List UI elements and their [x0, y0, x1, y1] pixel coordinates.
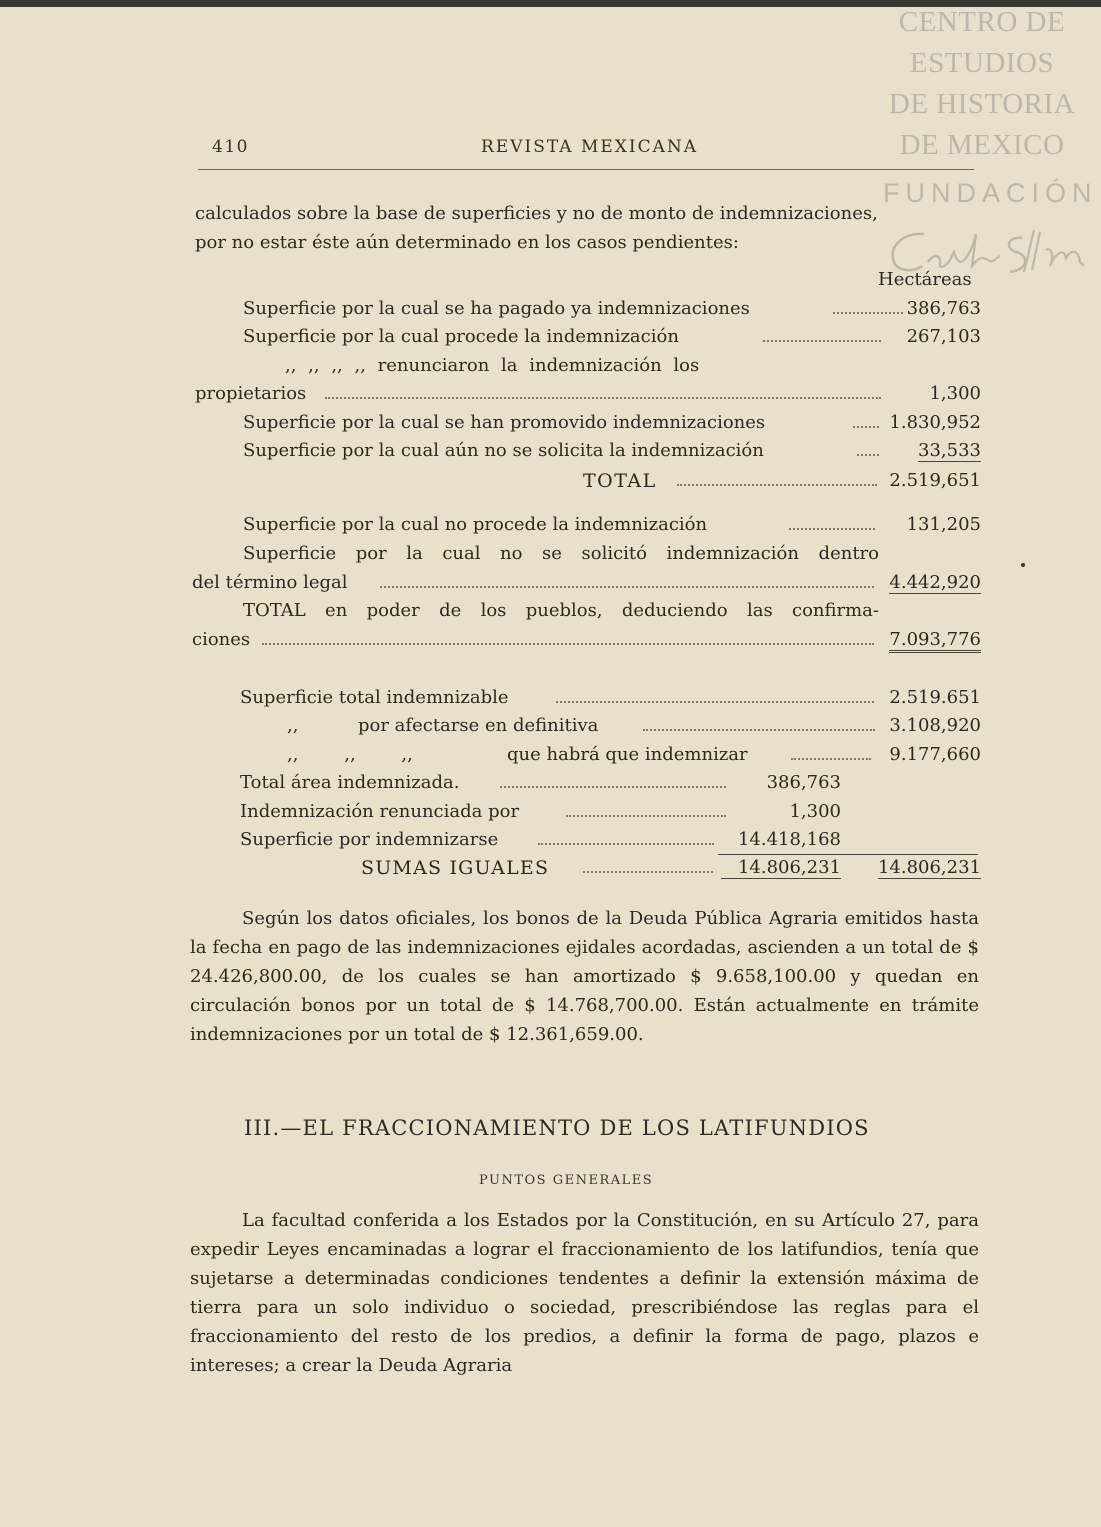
intro-line-1: calculados sobre la base de superficies y no de monto de indemnizaciones,: [195, 203, 878, 224]
watermark-line: DE HISTORIA: [888, 88, 1076, 120]
row-value: 2.519.651: [889, 687, 981, 708]
dot-leader: [857, 454, 879, 456]
watermark-line: DE MEXICO: [899, 129, 1065, 161]
row-value: 386,763: [906, 298, 981, 319]
row-label: Superficie por indemnizarse: [240, 829, 499, 850]
table-row: [240, 772, 841, 798]
dot-leader: [853, 426, 879, 428]
watermark-line: ESTUDIOS: [909, 47, 1055, 79]
sums-label: SUMAS IGUALES: [361, 857, 550, 879]
paragraph-text: La facultad conferida a los Estados por la Constitución, en su Artículo 27, para expedir Leyes encaminadas a lograr el fraccionamiento de los latifundios, tenía que sujetarse a determinadas condiciones tendentes a definir la extensión máxima de tierra para un solo individuo o sociedad, prescribiéndose las reglas para el fraccionamiento del resto de los predios, a definir la forma de pago, plazos e intereses; a crear la Deuda Agraria: [190, 1210, 979, 1376]
row-value: 3.108,920: [889, 715, 981, 736]
sum-rule: [718, 854, 978, 855]
total-label: TOTAL: [583, 470, 657, 492]
dot-leader: [262, 643, 874, 645]
table-row: [287, 715, 981, 741]
row-value: 386,763: [766, 772, 841, 793]
row-label: Superficie por la cual procede la indemnización: [243, 326, 679, 347]
dot-leader: [325, 397, 881, 399]
intro-line-2: por no estar éste aún determinado en los casos pendientes:: [195, 232, 739, 253]
table-row: [287, 744, 981, 770]
dot-leader: [833, 312, 903, 314]
row-value: 9.177,660: [889, 744, 981, 765]
dot-leader: [677, 484, 877, 486]
table-row: [240, 801, 841, 827]
dot-leader: [500, 786, 726, 788]
subsection-heading: PUNTOS GENERALES: [479, 1173, 654, 1188]
row-value: 14.418,168: [737, 829, 841, 850]
row-value: 33,533: [918, 440, 981, 461]
row-label: Superficie total indemnizable: [240, 687, 509, 708]
row-label-line: Superficie por la cual no se solicitó indemnización dentro: [243, 543, 879, 564]
ditto-prefix: ,, ,, ,,: [287, 744, 413, 765]
row-label: Superficie por la cual aún no se solicita la indemnización: [243, 440, 764, 461]
row-label: por afectarse en definitiva: [358, 715, 599, 736]
table-row: [243, 412, 981, 438]
total-row: [583, 470, 981, 496]
section-heading: III.—EL FRACCIONAMIENTO DE LOS LATIFUNDIOS: [244, 1116, 870, 1140]
institution-watermark: [872, 2, 1092, 166]
row-value: 131,205: [906, 514, 981, 535]
watermark-line: CENTRO DE: [898, 6, 1066, 38]
paragraph-text: Según los datos oficiales, los bonos de la Deuda Pública Agraria emitidos hasta la fecha en pago de las indemnizaciones ejidales acordadas, ascienden a un total de $ 24.426,800.00, de los cuales se han amortizado $ 9.658,100.00 y quedan en circulación bonos por un total de $ 14.768,700.00. Están actualmente en trámite indemnizaciones por un total de $ 12.361,659.00.: [190, 908, 979, 1045]
fundacion-watermark: FUNDACIÓN: [883, 178, 1098, 208]
row-value: 1,300: [929, 383, 981, 404]
row-value: 267,103: [906, 326, 981, 347]
dot-leader: [643, 729, 875, 731]
row-label: del término legal: [192, 572, 348, 593]
row-value: 7.093,776: [889, 629, 981, 653]
row-label: Superficie por la cual se han promovido indemnizaciones: [243, 412, 766, 433]
table-row: [192, 629, 981, 655]
sums-left-value: 14.806,231: [721, 857, 841, 879]
table-row: [195, 383, 981, 409]
row-label: ciones: [192, 629, 251, 650]
table-row: [243, 298, 981, 324]
scan-speck: [1021, 563, 1025, 567]
table-row: [192, 572, 981, 598]
row-label: que habrá que indemnizar: [507, 744, 748, 765]
row-label: Superficie por la cual se ha pagado ya indemnizaciones: [243, 298, 750, 319]
row-label: Superficie por la cual no procede la indemnización: [243, 514, 708, 535]
body-paragraph: [190, 1206, 979, 1380]
table-row: [243, 514, 981, 540]
header-rule: [198, 169, 974, 170]
journal-title: REVISTA MEXICANA: [481, 137, 699, 157]
row-value: 4.442,920: [889, 572, 981, 593]
dot-leader: [583, 871, 713, 873]
sums-row: [361, 857, 981, 883]
table-row: [240, 687, 981, 713]
row-value: 1.830,952: [889, 412, 981, 433]
dot-leader: [538, 843, 714, 845]
table-row: [243, 440, 981, 466]
row-value: 1,300: [789, 801, 841, 822]
dot-leader: [789, 528, 875, 530]
row-label: propietarios: [195, 383, 307, 404]
ditto-prefix: ,,: [287, 715, 299, 736]
page-number: 410: [212, 137, 249, 157]
dot-leader: [763, 340, 881, 342]
sums-right-value: 14.806,231: [877, 857, 981, 878]
dot-leader: [791, 758, 871, 760]
unit-header: Hectáreas: [878, 269, 972, 290]
ditto-row-label: ,, ,, ,, ,, renunciaron la indemnización los: [285, 355, 700, 376]
table-row: [240, 829, 841, 855]
dot-leader: [566, 815, 726, 817]
dot-leader: [380, 586, 874, 588]
row-label: Total área indemnizada.: [240, 772, 460, 793]
row-label: Indemnización renunciada por: [240, 801, 520, 822]
total-value: 2.519,651: [889, 470, 981, 491]
body-paragraph: [190, 904, 979, 1049]
table-row: [243, 326, 981, 352]
dot-leader: [556, 701, 874, 703]
row-label-line: TOTAL en poder de los pueblos, deduciendo las confirma-: [243, 600, 879, 621]
